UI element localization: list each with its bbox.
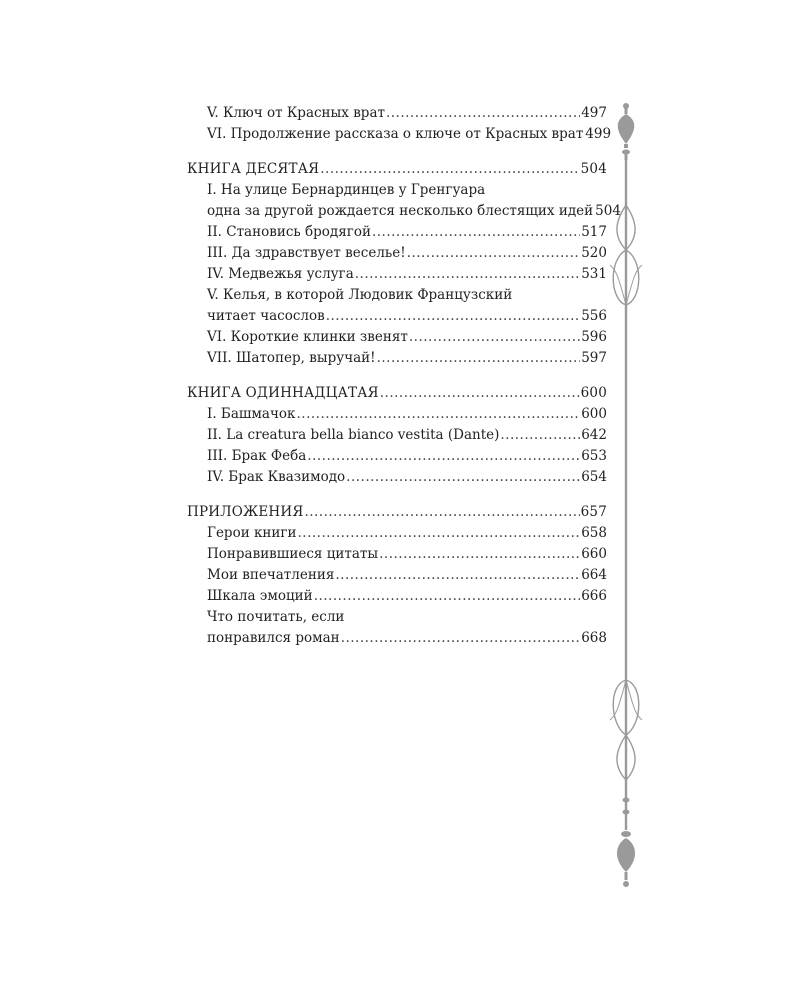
toc-entry[interactable] (187, 565, 607, 586)
toc-entry-page: 658 (581, 525, 607, 541)
toc-book-heading[interactable] (187, 383, 607, 404)
toc-entry-title-line1: Что почитать, если (207, 609, 345, 625)
toc-entry-page: 504 (595, 203, 621, 219)
dot-leader (379, 544, 580, 565)
dot-leader (326, 306, 581, 327)
toc-entry-page: 596 (581, 329, 607, 345)
dot-leader (320, 159, 579, 180)
section-gap (187, 488, 607, 502)
dot-leader (298, 523, 581, 544)
toc-entry-title: II. La creatura bella bianco vestita (Dante) (207, 427, 500, 443)
toc-entry[interactable] (187, 327, 607, 348)
dot-leader (304, 502, 579, 523)
toc-entry-title: Герои книги (207, 525, 297, 541)
toc-entry-page: 668 (581, 630, 607, 646)
dot-leader (296, 404, 580, 425)
toc-entry[interactable] (187, 446, 607, 467)
toc-entry-page: 654 (581, 469, 607, 485)
toc-entry-title: II. Становись бродягой (207, 224, 371, 240)
toc-entry-page: 597 (581, 350, 607, 366)
toc-entry-page: 517 (581, 224, 607, 240)
toc-entry-page: 556 (581, 308, 607, 324)
toc-entry[interactable] (187, 607, 607, 649)
dot-leader (372, 222, 580, 243)
toc-book-heading[interactable] (187, 159, 607, 180)
book-title: КНИГА ДЕСЯТАЯ (187, 161, 320, 177)
appendix-page: 657 (580, 504, 607, 520)
toc-entry-page: 497 (581, 105, 607, 121)
toc-entry-title: Шкала эмоций (207, 588, 313, 604)
toc-entry-title: VI. Продолжение рассказа о ключе от Красных врат (207, 126, 584, 142)
toc-book-heading[interactable] (187, 502, 607, 523)
toc-entry[interactable] (187, 467, 607, 488)
toc-entry-page: 666 (581, 588, 607, 604)
toc-entry[interactable] (187, 586, 607, 607)
toc-entry-title-line2: читает часослов (207, 308, 325, 324)
toc-entry-title: VII. Шатопер, выручай! (207, 350, 376, 366)
toc-entry-page: 664 (581, 567, 607, 583)
book-page: 504 (580, 161, 607, 177)
table-of-contents (187, 103, 621, 649)
toc-entry[interactable] (187, 404, 607, 425)
toc-entry[interactable] (187, 103, 607, 124)
toc-entry-page: 653 (581, 448, 607, 464)
toc-entry[interactable] (187, 285, 607, 327)
toc-entry-title: IV. Медвежья услуга (207, 266, 354, 282)
toc-entry[interactable] (187, 222, 607, 243)
dot-leader (307, 446, 580, 467)
toc-entry-title: III. Брак Феба (207, 448, 307, 464)
dot-leader (409, 327, 580, 348)
dot-leader (335, 565, 580, 586)
dot-leader (386, 103, 580, 124)
toc-entry-title: I. Башмачок (207, 406, 296, 422)
toc-entry-page: 499 (585, 126, 612, 142)
toc-entry-page: 531 (581, 266, 607, 282)
toc-entry[interactable] (187, 243, 607, 264)
toc-entry-title: Мои впечатления (207, 567, 335, 583)
dot-leader (377, 348, 581, 369)
book-page: 600 (580, 385, 607, 401)
book-title: КНИГА ОДИННАДЦАТАЯ (187, 385, 379, 401)
toc-entry-page: 642 (581, 427, 607, 443)
dot-leader (346, 467, 580, 488)
dot-leader (380, 383, 580, 404)
toc-entry-title-line1: V. Келья, в которой Людовик Французский (207, 287, 513, 303)
section-gap (187, 369, 607, 383)
toc-entry-title: Понравившиеся цитаты (207, 546, 379, 562)
toc-entry-title-line1: I. На улице Бернардинцев у Гренгуара (207, 182, 486, 198)
toc-entry-title: III. Да здравствует веселье! (207, 245, 406, 261)
dot-leader (500, 425, 580, 446)
toc-entry-title-line2: одна за другой рождается несколько блестящих идей (207, 203, 594, 219)
dot-leader (355, 264, 580, 285)
dot-leader (407, 243, 581, 264)
toc-entry[interactable] (187, 425, 607, 446)
toc-entry[interactable] (187, 180, 621, 222)
toc-entry-page: 660 (581, 546, 607, 562)
toc-entry-page: 600 (581, 406, 607, 422)
toc-entry-page: 520 (581, 245, 607, 261)
toc-entry[interactable] (187, 348, 607, 369)
toc-entry[interactable] (187, 523, 607, 544)
toc-entry-title: VI. Короткие клинки звенят (207, 329, 408, 345)
section-gap (187, 145, 607, 159)
decorative-ornament-icon (606, 100, 646, 890)
appendix-title: ПРИЛОЖЕНИЯ (187, 504, 304, 520)
toc-entry-title: V. Ключ от Красных врат (207, 105, 385, 121)
toc-entry-title-line2: понравился роман (207, 630, 340, 646)
dot-leader (314, 586, 581, 607)
dot-leader (341, 628, 581, 649)
toc-entry[interactable] (187, 124, 612, 145)
toc-entry[interactable] (187, 264, 607, 285)
toc-entry[interactable] (187, 544, 607, 565)
toc-entry-title: IV. Брак Квазимодо (207, 469, 346, 485)
